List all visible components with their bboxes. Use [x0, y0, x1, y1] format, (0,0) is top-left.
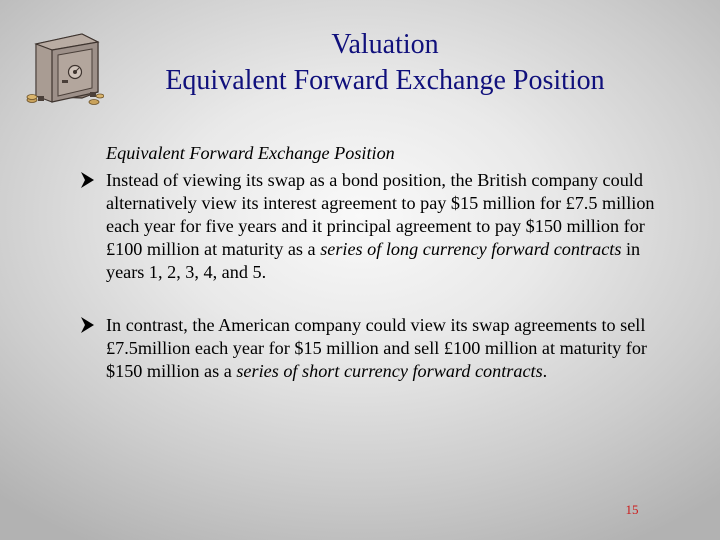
arrowhead-bullet-icon: [78, 170, 96, 190]
bullet-text: In contrast, the American company could view its swap agreements to sell £7.5million each year for $15 million and sell £100 million at maturity for $150 million as a series of short currency forward contracts.: [106, 315, 647, 381]
slide-content: [78, 142, 668, 413]
page-number: 15: [625, 502, 639, 517]
bullet-item: [78, 169, 668, 284]
arrowhead-bullet-icon: [78, 315, 96, 335]
safe-icon: [22, 26, 104, 110]
slide-title: Valuation: [331, 29, 439, 60]
slide-subtitle: Equivalent Forward Exchange Position: [165, 65, 605, 96]
bullet-item: [78, 314, 668, 383]
content-subheading: Equivalent Forward Exchange Position: [106, 143, 395, 163]
bullet-text: Instead of viewing its swap as a bond position, the British company could alternatively view its interest agreement to pay $15 million for £7.5 million each year for five years and it principal agreement to pay $150 million for £100 million at maturity as a series of long currency forward contracts in years 1, 2, 3, 4, and 5.: [106, 170, 655, 282]
